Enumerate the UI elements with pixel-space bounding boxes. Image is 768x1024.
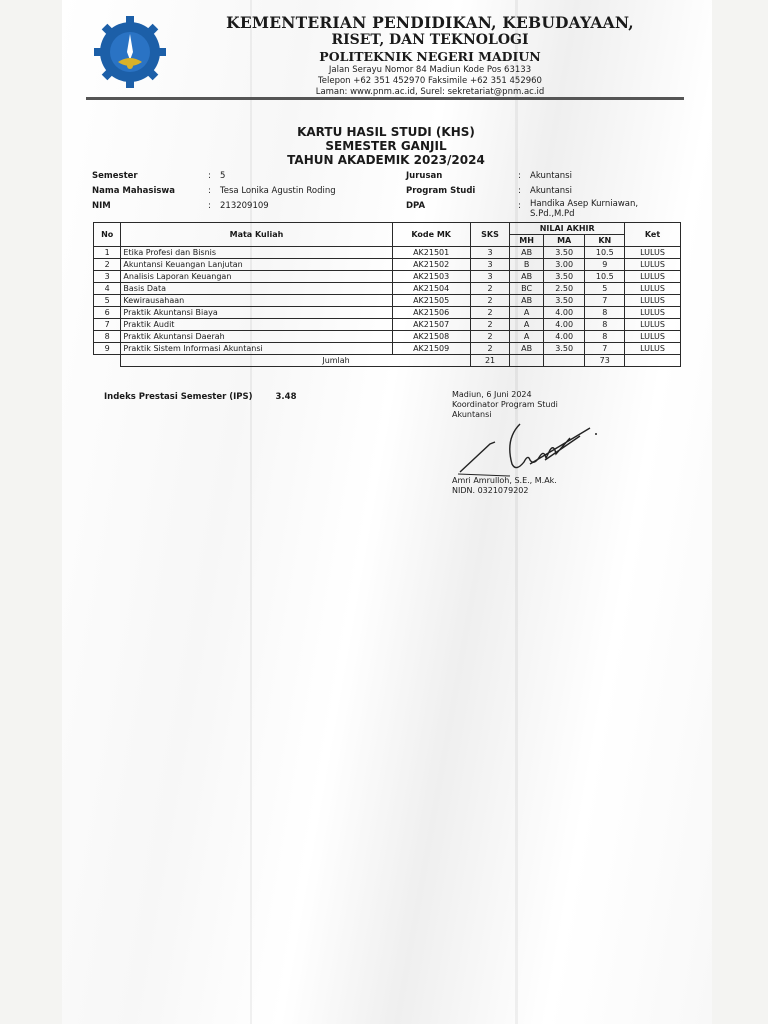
header-final-grade: NILAI AKHIR — [510, 223, 625, 235]
dpa-value-line1: Handika Asep Kurniawan, — [530, 199, 639, 209]
row-ma: 4.00 — [543, 319, 585, 331]
row-mh: BC — [510, 283, 544, 295]
row-kn: 7 — [585, 295, 625, 307]
row-ma: 4.00 — [543, 331, 585, 343]
header-mh: MH — [510, 235, 544, 247]
row-no: 9 — [94, 343, 121, 355]
table-row — [94, 343, 681, 355]
place-date: Madiun, 6 Juni 2024 — [452, 390, 532, 399]
row-no: 2 — [94, 259, 121, 271]
title-line2: SEMESTER GANJIL — [325, 139, 447, 153]
ips-label: Indeks Prestasi Semester (IPS) — [104, 392, 253, 402]
table-row — [94, 295, 681, 307]
signer-role-line2: Akuntansi — [452, 410, 492, 419]
row-mh: A — [510, 307, 544, 319]
row-code: AK21505 — [392, 295, 470, 307]
ips-value: 3.48 — [275, 392, 297, 402]
row-code: AK21502 — [392, 259, 470, 271]
header-divider — [86, 97, 684, 100]
table-row — [94, 307, 681, 319]
table-row — [94, 259, 681, 271]
row-sks: 2 — [470, 295, 510, 307]
row-code: AK21503 — [392, 271, 470, 283]
row-code: AK21501 — [392, 247, 470, 259]
row-no: 8 — [94, 331, 121, 343]
jurusan-label: Jurusan — [406, 171, 443, 181]
row-course: Praktik Sistem Informasi Akuntansi — [121, 343, 392, 355]
row-course: Basis Data — [121, 283, 392, 295]
dpa-value-line2: S.Pd.,M.Pd — [530, 209, 575, 219]
row-kn: 9 — [585, 259, 625, 271]
row-no: 3 — [94, 271, 121, 283]
dpa-label: DPA — [406, 201, 426, 211]
nim-label: NIM — [92, 201, 111, 211]
row-kn: 8 — [585, 331, 625, 343]
row-ket: LULUS — [625, 247, 681, 259]
row-ma: 3.50 — [543, 247, 585, 259]
header-sks: SKS — [470, 223, 510, 247]
row-mh: AB — [510, 343, 544, 355]
table-row — [94, 331, 681, 343]
total-sks: 21 — [470, 355, 510, 367]
prodi-label: Program Studi — [406, 186, 476, 196]
row-ket: LULUS — [625, 283, 681, 295]
polinema-gear-logo — [92, 14, 168, 90]
table-row — [94, 283, 681, 295]
student-info-right: Jurusan : Akuntansi Program Studi : Akuntansi DPA : Handika Asep Kurniawan, S.Pd.,M.Pd — [406, 171, 639, 219]
title-line1: KARTU HASIL STUDI (KHS) — [297, 125, 475, 139]
row-no: 1 — [94, 247, 121, 259]
header-course: Mata Kuliah — [121, 223, 392, 247]
grades-table — [93, 222, 681, 367]
header-no: No — [94, 223, 121, 247]
document-title — [200, 125, 572, 167]
row-mh: A — [510, 319, 544, 331]
row-course: Praktik Audit — [121, 319, 392, 331]
row-ket: LULUS — [625, 295, 681, 307]
row-mh: AB — [510, 247, 544, 259]
row-ket: LULUS — [625, 307, 681, 319]
row-ket: LULUS — [625, 319, 681, 331]
row-kn: 8 — [585, 307, 625, 319]
row-code: AK21508 — [392, 331, 470, 343]
row-ma: 2.50 — [543, 283, 585, 295]
row-mh: A — [510, 331, 544, 343]
row-kn: 10.5 — [585, 247, 625, 259]
name-label: Nama Mahasiswa — [92, 186, 176, 196]
row-course: Kewirausahaan — [121, 295, 392, 307]
row-sks: 3 — [470, 271, 510, 283]
row-code: AK21504 — [392, 283, 470, 295]
table-row — [94, 271, 681, 283]
row-ma: 3.50 — [543, 343, 585, 355]
row-code: AK21507 — [392, 319, 470, 331]
row-no: 5 — [94, 295, 121, 307]
signer-role-line1: Koordinator Program Studi — [452, 400, 558, 409]
total-label: Jumlah — [121, 355, 470, 367]
row-no: 6 — [94, 307, 121, 319]
title-line3: TAHUN AKADEMIK 2023/2024 — [287, 153, 485, 167]
row-kn: 8 — [585, 319, 625, 331]
signer-name: Amri Amrulloh, S.E., M.Ak. — [452, 476, 557, 485]
row-mh: B — [510, 259, 544, 271]
total-row — [94, 355, 681, 367]
ministry-name-line2: RISET, DAN TEKNOLOGI — [331, 32, 529, 48]
row-no: 7 — [94, 319, 121, 331]
row-course: Etika Profesi dan Bisnis — [121, 247, 392, 259]
row-sks: 2 — [470, 331, 510, 343]
row-kn: 5 — [585, 283, 625, 295]
student-info-left: Semester : 5 Nama Mahasiswa : Tesa Lonika Agustin Roding NIM : 213209109 — [92, 169, 336, 214]
row-sks: 2 — [470, 307, 510, 319]
row-ket: LULUS — [625, 343, 681, 355]
header-code: Kode MK — [392, 223, 470, 247]
row-ma: 3.00 — [543, 259, 585, 271]
total-kn: 73 — [585, 355, 625, 367]
name-value: Tesa Lonika Agustin Roding — [220, 186, 336, 196]
row-kn: 7 — [585, 343, 625, 355]
phone-line: Telepon +62 351 452970 Faksimile +62 351 452960 — [318, 76, 542, 86]
row-ma: 4.00 — [543, 307, 585, 319]
row-course: Akuntansi Keuangan Lanjutan — [121, 259, 392, 271]
row-course: Praktik Akuntansi Daerah — [121, 331, 392, 343]
row-no: 4 — [94, 283, 121, 295]
handwritten-signature — [450, 414, 610, 482]
row-sks: 3 — [470, 247, 510, 259]
row-sks: 2 — [470, 343, 510, 355]
nim-value: 213209109 — [220, 201, 269, 211]
row-ket: LULUS — [625, 259, 681, 271]
semester-label: Semester — [92, 171, 138, 181]
row-ket: LULUS — [625, 271, 681, 283]
signer-block — [452, 476, 557, 496]
web-line: Laman: www.pnm.ac.id, Surel: sekretariat@pnm.ac.id — [315, 87, 545, 97]
row-sks: 2 — [470, 319, 510, 331]
row-code: AK21506 — [392, 307, 470, 319]
row-ket: LULUS — [625, 331, 681, 343]
prodi-value: Akuntansi — [530, 186, 572, 196]
row-ma: 3.50 — [543, 295, 585, 307]
row-mh: AB — [510, 271, 544, 283]
row-code: AK21509 — [392, 343, 470, 355]
header-kn: KN — [585, 235, 625, 247]
letterhead — [220, 14, 640, 98]
signer-nidn: NIDN. 0321079202 — [452, 486, 529, 495]
header-ma: MA — [543, 235, 585, 247]
row-sks: 3 — [470, 259, 510, 271]
header-ket: Ket — [625, 223, 681, 247]
semester-value: 5 — [220, 171, 226, 181]
row-sks: 2 — [470, 283, 510, 295]
ips-block — [104, 392, 297, 402]
row-course: Praktik Akuntansi Biaya — [121, 307, 392, 319]
jurusan-value: Akuntansi — [530, 171, 572, 181]
row-ma: 3.50 — [543, 271, 585, 283]
ministry-name-line1: KEMENTERIAN PENDIDIKAN, KEBUDAYAAN, — [226, 13, 634, 32]
row-course: Analisis Laporan Keuangan — [121, 271, 392, 283]
row-mh: AB — [510, 295, 544, 307]
row-kn: 10.5 — [585, 271, 625, 283]
address-line: Jalan Serayu Nomor 84 Madiun Kode Pos 63133 — [328, 65, 532, 75]
institution-name: POLITEKNIK NEGERI MADIUN — [319, 49, 541, 64]
table-row — [94, 247, 681, 259]
table-row — [94, 319, 681, 331]
